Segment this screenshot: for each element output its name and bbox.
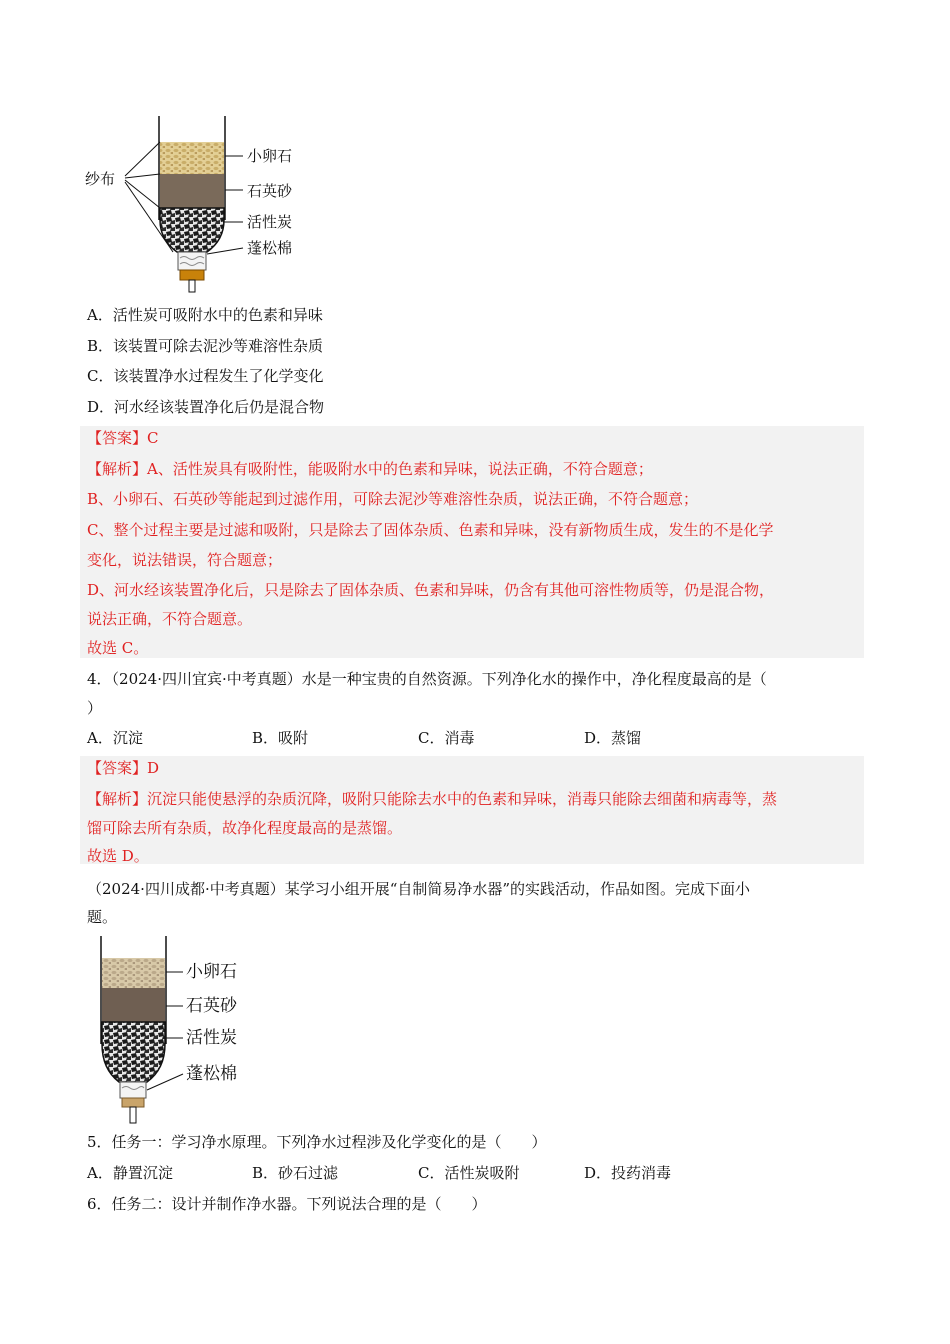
- q3-option-b: B．该装置可除去泥沙等难溶性杂质: [87, 337, 324, 355]
- q4-option-c: C．消毒: [418, 729, 475, 747]
- water-filter-diagram-1: [85, 112, 315, 302]
- q4-answer-box: [80, 756, 864, 864]
- q3-option-a: A．活性炭可吸附水中的色素和异味: [87, 306, 323, 324]
- pebble-label: 小卵石: [186, 962, 237, 982]
- q5-option-d: D．投药消毒: [584, 1164, 672, 1182]
- pebble-label: 小卵石: [247, 147, 293, 165]
- q3-analysis-line-2: B、小卵石、石英砂等能起到过滤作用，可除去泥沙等难溶性杂质，说法正确，不符合题意；: [87, 490, 699, 508]
- intro-line-2: 题。: [87, 908, 118, 926]
- q5-option-a: A．静置沉淀: [87, 1164, 173, 1182]
- analysis-label: 【解析】: [87, 790, 148, 808]
- q3-option-d: D．河水经该装置净化后仍是混合物: [87, 398, 325, 416]
- q4-analysis-line-2: 馏可除去所有杂质，故净化程度最高的是蒸馏。: [87, 819, 403, 837]
- gauze-label: 纱布: [85, 170, 116, 188]
- q4-option-a: A．沉淀: [87, 729, 143, 747]
- q5-option-c: C．活性炭吸附: [418, 1164, 520, 1182]
- q3-answer: [87, 428, 159, 448]
- activated-carbon-label: 活性炭: [186, 1028, 237, 1048]
- answer-label: 【答案】: [87, 759, 148, 777]
- q4-option-d: D．蒸馏: [584, 729, 642, 747]
- q4-stem-line-2: ）: [87, 699, 103, 717]
- q3-analysis-line-4: 变化，说法错误，符合题意；: [87, 551, 283, 569]
- intro-line-1: （2024·四川成都·中考真题）某学习小组开展“自制简易净水器”的实践活动，作品如图。完成下面小: [87, 880, 751, 898]
- water-filter-diagram-2: [95, 934, 295, 1129]
- answer-label: 【答案】: [87, 429, 148, 447]
- answer-value: C: [147, 429, 159, 447]
- cotton-label: 蓬松棉: [247, 239, 293, 257]
- q6-stem: 6．任务二：设计并制作净水器。下列说法合理的是（ ）: [87, 1195, 487, 1213]
- q4-analysis-line-1: [87, 789, 777, 809]
- q3-analysis-line-1: [87, 459, 653, 479]
- water-filter-drawing: [85, 112, 315, 302]
- quartz-sand-label: 石英砂: [186, 996, 237, 1016]
- q3-analysis-line-6: 说法正确，不符合题意。: [87, 610, 253, 628]
- q4-answer: [87, 758, 159, 778]
- q4-stem-line-1: 4．（2024·四川宜宾·中考真题）水是一种宝贵的自然资源。下列净化水的操作中，净化程度最高的是（: [87, 670, 767, 688]
- analysis-text: A、活性炭具有吸附性，能吸附水中的色素和异味，说法正确，不符合题意；: [147, 460, 653, 478]
- q5-option-b: B．砂石过滤: [252, 1164, 339, 1182]
- answer-value: D: [147, 759, 160, 777]
- quartz-sand-label: 石英砂: [247, 182, 293, 200]
- q4-option-b: B．吸附: [252, 729, 309, 747]
- activated-carbon-label: 活性炭: [247, 213, 293, 231]
- q3-option-c: C．该装置净水过程发生了化学变化: [87, 367, 324, 385]
- q3-analysis-line-3: C、整个过程主要是过滤和吸附，只是除去了固体杂质、色素和异味，没有新物质生成，发生的不是化学: [87, 521, 774, 539]
- analysis-text: 沉淀只能使悬浮的杂质沉降，吸附只能除去水中的色素和异味，消毒只能除去细菌和病毒等，蒸: [147, 790, 778, 808]
- q4-conclusion: 故选 D。: [87, 847, 149, 865]
- cotton-label: 蓬松棉: [186, 1064, 237, 1084]
- q3-conclusion: 故选 C。: [87, 639, 149, 657]
- q3-analysis-line-5: D、河水经该装置净化后，只是除去了固体杂质、色素和异味，仍含有其他可溶性物质等，仍是混合物，: [87, 581, 775, 599]
- q5-stem: 5．任务一：学习净水原理。下列净水过程涉及化学变化的是（ ）: [87, 1133, 547, 1151]
- analysis-label: 【解析】: [87, 460, 148, 478]
